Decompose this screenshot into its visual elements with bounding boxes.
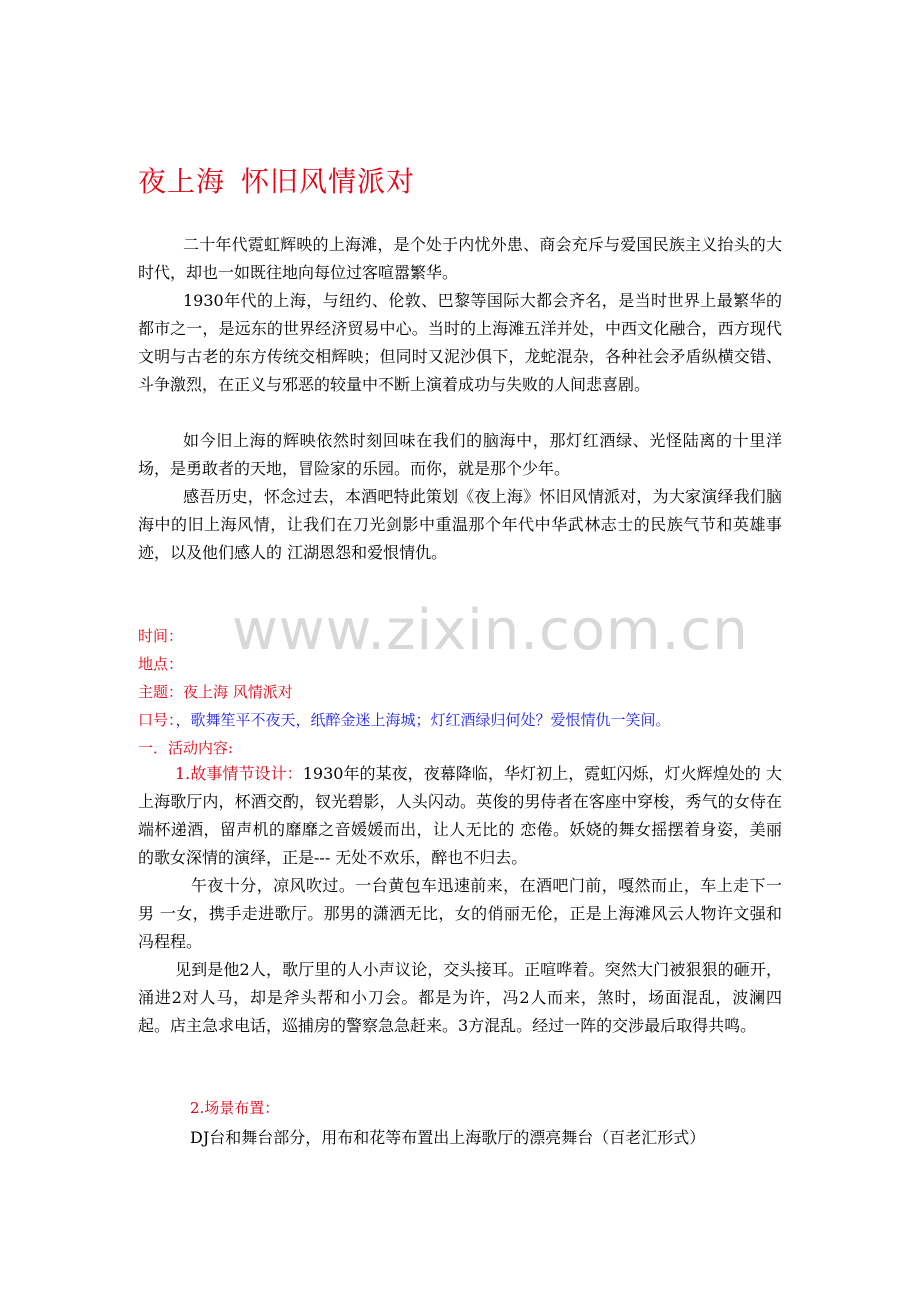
scene-paragraph-1: DJ台和舞台部分，用布和花等布置出上海歌厅的漂亮舞台（百老汇形式）	[190, 1128, 706, 1147]
section-heading-activity: 一．活动内容:	[138, 739, 234, 757]
intro-paragraph-1: 二十年代霓虹辉映的上海滩，是个处于内忧外患、商会充斥与爱国民族主义抬头的大时代，却也一如既往地向每位过客喧嚣繁华。	[138, 235, 782, 282]
scene-heading: 2.场景布置：	[190, 1099, 280, 1117]
intro-paragraph-3: 如今旧上海的辉映依然时刻回味在我们的脑海中，那灯红酒绿、光怪陆离的十里洋场，是勇敢者的天地，冒险家的乐园。而你，就是那个少年。	[138, 431, 782, 478]
story-paragraph-3: 见到是他2人，歌厅里的人小声议论，交头接耳。正喧哗着。突然大门被狠狠的砸开，涌进2对人马，却是斧头帮和小刀会。都是为许，冯2人而来，煞时，场面混乱，波澜四起。店主急求电话，巡捕房的警察急急赶来。3方混乱。经过一阵的交涉最后取得共鸣。	[138, 960, 782, 1035]
slogan-label: 口号：	[138, 711, 176, 729]
intro-paragraph-2: 1930年代的上海，与纽约、伦敦、巴黎等国际大都会齐名，是当时世界上最繁华的都市之一，是远东的世界经济贸易中心。当时的上海滩五洋并处，中西文化融合，西方现代文明与古老的东方传统交相辉映；但同时又泥沙俱下，龙蛇混杂，各种社会矛盾纵横交错、斗争激烈，在正义与邪恶的较量中不断上演着成功与失败的人间悲喜剧。	[138, 291, 782, 394]
slogan-text: ，歌舞笙平不夜天，纸醉金迷上海城；灯红酒绿归何处？爱恨情仇一笑间。	[175, 711, 671, 729]
title-part-2: 怀旧风情派对	[241, 165, 416, 198]
intro-paragraph-4: 感吾历史，怀念过去，本酒吧特此策划《夜上海》怀旧风情派对，为大家演绎我们脑海中的旧上海风情，让我们在刀光剑影中重温那个年代中华武林志士的民族气节和英雄事迹，以及他们感人的 江湖恩怨和爱恨情仇。	[138, 487, 782, 562]
story-text-1: 1930年的某夜，夜幕降临，华灯初上，霓虹闪烁，灯火辉煌处的 大上海歌厅内，杯酒交酌，钗光碧影，人头闪动。英俊的男侍者在客座中穿梭，秀气的女侍在端杯递酒，留声机的靡靡之音媛媛而出，让人无比的 恋倦。妖娆的舞女摇摆着身姿，美丽的歌女深情的演绎，正是--- 无处不欢乐，醉也不归去。	[138, 764, 782, 867]
story-paragraph-2: 午夜十分，凉风吹过。一台黄包车迅速前来，在酒吧门前，嘎然而止，车上走下一男 一女，携手走进歌厅。那男的潇洒无比，女的俏丽无伦，正是上海滩风云人物许文强和冯程程。	[138, 876, 782, 951]
place-label: 地点：	[138, 655, 184, 673]
story-paragraph-1	[138, 760, 782, 872]
title-part-1: 夜上海	[138, 165, 226, 198]
time-label: 时间：	[138, 627, 184, 645]
page-title	[138, 160, 415, 200]
slogan-line	[138, 710, 671, 730]
watermark: www.zixin.com.cn	[232, 598, 749, 663]
story-heading: 1.故事情节设计：	[175, 764, 303, 783]
theme-label: 主题：夜上海 风情派对	[138, 683, 293, 701]
